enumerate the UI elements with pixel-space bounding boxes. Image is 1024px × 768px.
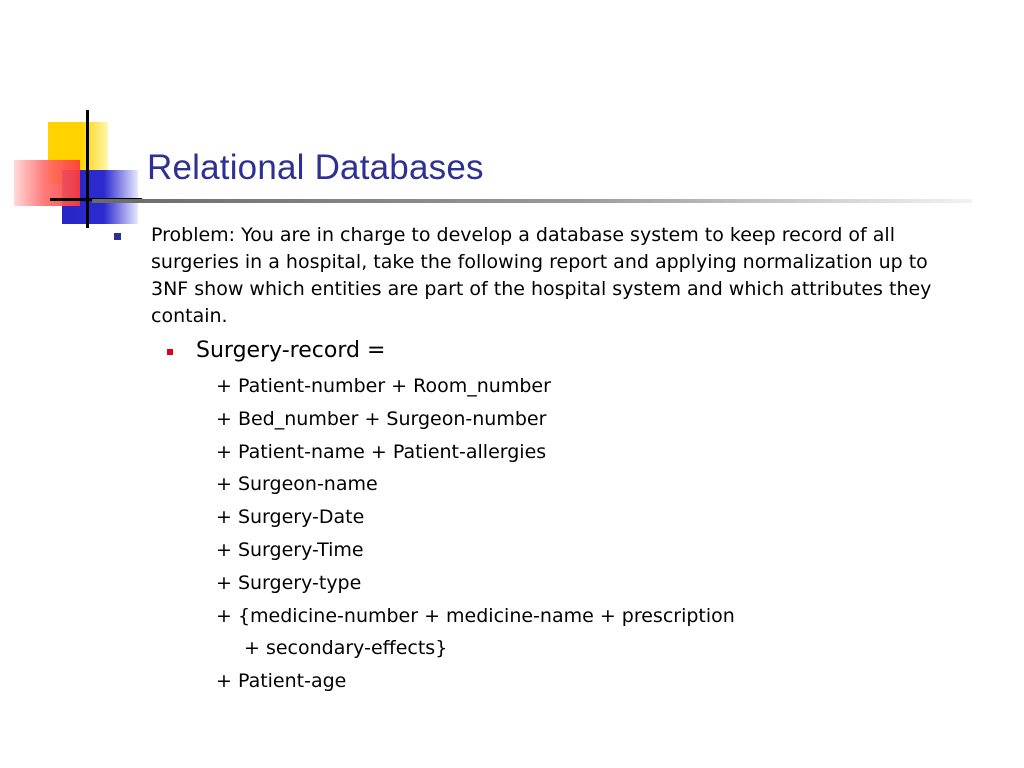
list-item: + Surgery-type [216,571,362,594]
surgery-record-heading: Surgery-record = [196,338,386,363]
attribute-list [216,370,735,698]
list-item: + Patient-age [216,670,347,693]
list-item: + Surgery-Date [216,506,365,529]
list-item: + Bed_number + Surgeon-number [216,407,547,430]
list-item: + secondary-effects} [244,637,448,660]
list-item: + Patient-number + Room_number [216,375,551,397]
list-item: + Surgeon-name [216,473,378,496]
list-item: + {medicine-number + medicine-name + prescription [216,604,735,627]
list-item: + Surgery-Time [216,538,364,561]
problem-statement: Problem: You are in charge to develop a database system to keep record of all surgeries in a hospital, take the following report and applying normalization up to 3NF show which entities are part of the hospital system and which attributes they contain. [151,224,932,327]
bullet-square-icon [114,233,121,240]
slide-title: Relational Databases [147,148,484,187]
sub-bullet-square-icon [167,349,173,355]
list-item: + Patient-name + Patient-allergies [216,440,547,463]
